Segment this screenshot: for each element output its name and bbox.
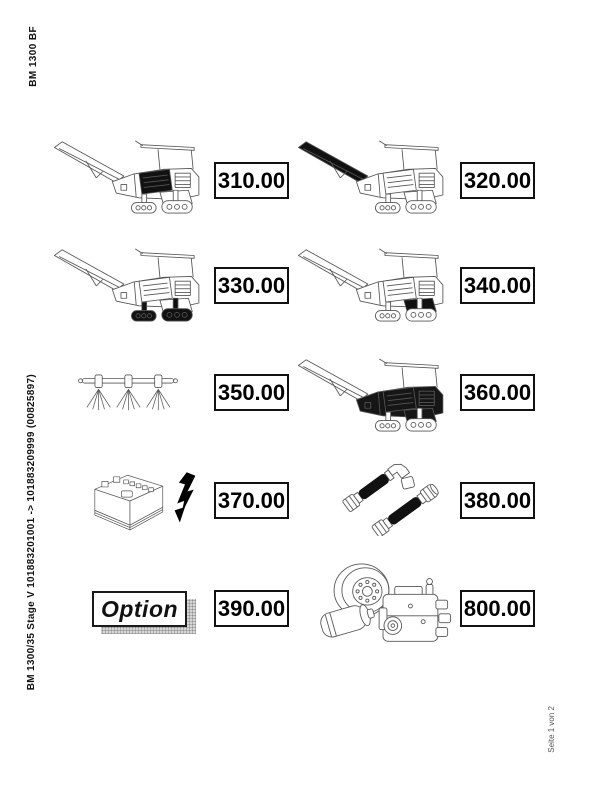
group-link-390[interactable]: 390.00 [214,590,289,627]
option-badge [92,591,187,627]
option-label: Option [100,595,179,622]
group-link-800[interactable]: 800.00 [460,590,535,627]
serial-range-vertical: BM 1300/35 Stage V 101883201001 -> 101883209999 (00825897) [26,374,37,691]
page-number-vertical: Seite 1 von 2 [547,706,556,753]
machine-drum-highlight-icon [292,246,456,322]
group-link-340[interactable]: 340.00 [460,267,535,304]
group-link-330[interactable]: 330.00 [214,267,289,304]
model-code-vertical: BM 1300 BF [28,26,39,87]
group-link-380[interactable]: 380.00 [460,482,535,519]
machine-tracks-highlight-icon [48,246,212,322]
group-link-370[interactable]: 370.00 [214,482,289,519]
machine-conveyor-highlight-icon [292,138,456,214]
water-spray-bar-icon [76,371,180,415]
group-link-360[interactable]: 360.00 [460,374,535,411]
hydraulic-pump-assembly-icon [310,561,458,654]
hydraulic-hoses-icon [332,450,458,536]
group-link-350[interactable]: 350.00 [214,374,289,411]
machine-engine-highlight-icon [48,138,212,214]
group-link-310[interactable]: 310.00 [214,162,289,199]
group-link-320[interactable]: 320.00 [460,162,535,199]
battery-icon [87,464,169,538]
lightning-bolt-icon [172,470,198,530]
machine-body-highlight-icon [292,356,456,432]
